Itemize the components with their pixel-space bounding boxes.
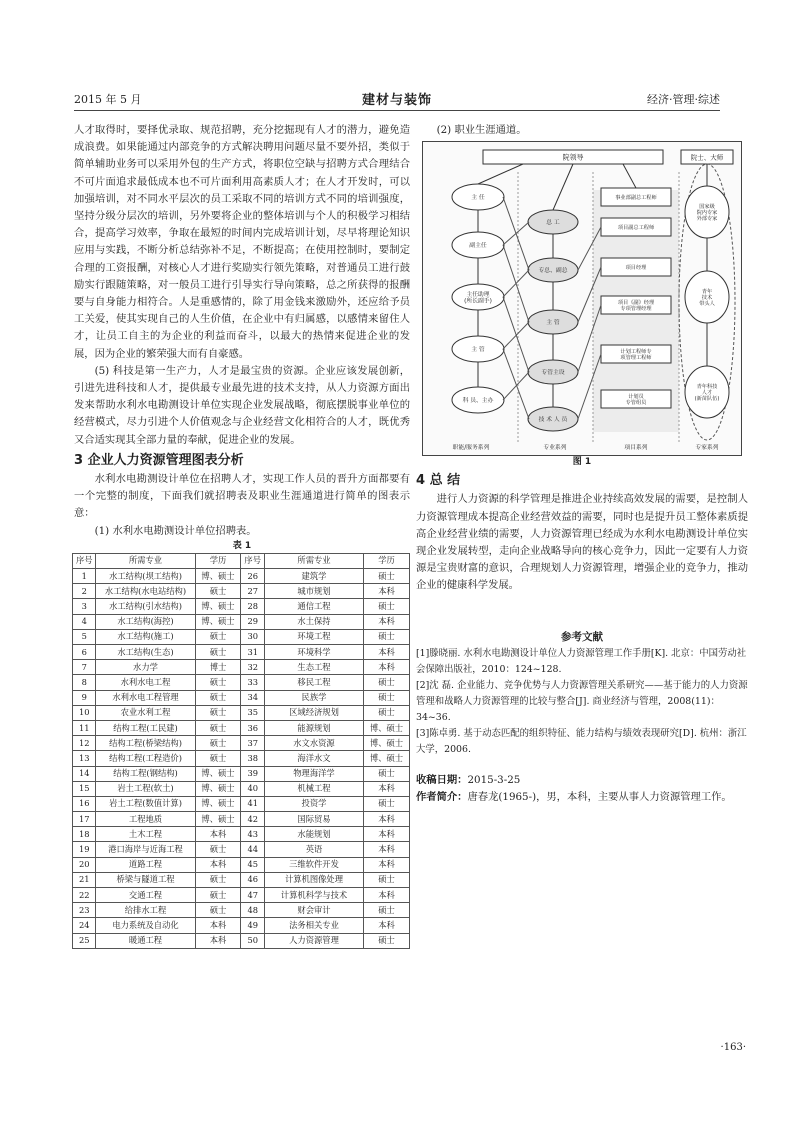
table-cell: 43 [241,827,264,842]
table-cell: 20 [73,857,96,872]
table-cell: 硕士 [195,675,241,690]
table-cell: 45 [241,857,264,872]
table-cell: 22 [73,888,96,903]
table-cell: 结构工程(桥梁结构) [96,736,195,751]
table-cell: 计算机科学与技术 [264,888,363,903]
table-cell: 水利水电工程 [96,675,195,690]
table-cell: 16 [73,796,96,811]
table-cell: 博、硕士 [195,614,241,629]
table-cell: 32 [241,660,264,675]
table-row [73,751,410,766]
expert-node-label: 国家级院内专家外部专家 [696,204,718,223]
right-column [416,122,748,806]
table-cell: 47 [241,888,264,903]
table-cell: 1 [73,569,96,584]
table-cell: 34 [241,690,264,705]
table-cell: 英语 [264,842,363,857]
table-cell: 本科 [195,918,241,933]
table-cell: 水力学 [96,660,195,675]
career-node-label: 主任助理(所长副手) [464,292,492,305]
table-cell: 给排水工程 [96,903,195,918]
table-cell: 结构工程(工程造价) [96,751,195,766]
table-cell: 海洋水文 [264,751,363,766]
table-row [73,903,410,918]
table-cell: 国际贸易 [264,812,363,827]
table-cell: 本科 [364,812,410,827]
table-cell: 本科 [364,584,410,599]
table-cell: 19 [73,842,96,857]
table-cell: 本科 [364,918,410,933]
table-cell: 硕士 [364,690,410,705]
received-label: 收稿日期： [416,773,468,786]
top-box-label: 院领导 [562,153,584,162]
project-node-label: 项目《副》经理专项管理经理 [617,300,655,313]
career-node-label: 专管主设 [541,370,565,377]
table-cell: 26 [241,569,264,584]
career-node-label: 科 员、主办 [462,398,494,405]
table-cell: 2 [73,584,96,599]
table-cell: 硕士 [195,629,241,644]
series-label: 专业系列 [543,445,567,452]
table-cell: 博、硕士 [195,796,241,811]
expert-node-label: 青年技术带头人 [699,289,715,308]
table-cell: 硕士 [364,705,410,720]
career-node-label: 副主任 [469,243,487,250]
table-cell: 环境工程 [264,629,363,644]
table-cell: 21 [73,872,96,887]
table-cell: 水工结构(水电站结构) [96,584,195,599]
table-cell: 7 [73,660,96,675]
table-cell: 生态工程 [264,660,363,675]
table-cell: 硕士 [195,584,241,599]
table-cell: 电力系统及自动化 [96,918,195,933]
table-cell: 本科 [364,660,410,675]
table-cell: 本科 [364,614,410,629]
table-header-cell: 序号 [73,553,96,568]
table-row [73,918,410,933]
table-cell: 硕士 [364,766,410,781]
table-cell: 水利水电工程管理 [96,690,195,705]
table-cell: 硕士 [364,599,410,614]
table-row [73,720,410,735]
table-body [73,569,410,949]
table-cell: 硕士 [364,796,410,811]
table-cell: 本科 [364,842,410,857]
series-label: 项目系列 [624,445,648,452]
table-cell: 17 [73,812,96,827]
body-paragraph: 人才取得时，要择优录取、规范招聘，充分挖掘现有人才的潜力，避免造成浪费。如果能通过内部竞争的方式解决聘用问题尽量不要外招，类似于简单辅助业务可以采用外包的生产方式，将职位空缺与招聘方式合理结合不可片面追求最低成本也不可片面利用高素质人才；在人才开发时，可以加强培训，对不同水平层次的员工采取不同的培训方式不同的培训强度，坚持分级分层次的培训，另外要将企业的整体培训与个人的积极学习相结合，提高学习效率，争取在最短的时间内完成培训计划，尽早将理论知识应用与实践，不断分析总结弥补不足，不断提高；在使用控制时，要制定合理的工资报酬，对核心人才进行奖励实行领先策略，对普通员工进行鼓励实行跟随策略，对一般员工进行引导实行导向策略，总之所获得的报酬要与自身能力相符合。人是重感情的，除了用金钱来激励外，还应给予员工关爱，使其实现自己的人生价值，在企业中有归属感，以感情来留住人才，让员工自主的为企业的利益而奋斗，以最大的热情来促进企业的发展，因为企业的繁荣强大而有自豪感。 [74,124,410,360]
table-row [73,933,410,948]
table-cell: 博、硕士 [195,569,241,584]
table-header-cell: 学历 [195,553,241,568]
table-cell: 33 [241,675,264,690]
table-cell: 暖通工程 [96,933,195,948]
table-cell: 硕士 [195,888,241,903]
table-cell: 水工结构(生态) [96,645,195,660]
table-cell: 道路工程 [96,857,195,872]
table-cell: 博、硕士 [364,751,410,766]
table-cell: 桥梁与隧道工程 [96,872,195,887]
figure-intro: (2) 职业生涯通道。 [436,124,527,136]
series-label: 职能/服务系列 [452,445,490,452]
table-cell: 本科 [364,888,410,903]
connector-line [503,245,529,322]
journal-title: 建材与装饰 [361,93,432,108]
table-cell: 6 [73,645,96,660]
career-path-diagram [423,142,741,455]
table-header-cell: 学历 [364,553,410,568]
table-cell: 8 [73,675,96,690]
table-cell: 区域经济规划 [264,705,363,720]
career-node-label: 技 术 人 员 [538,417,568,424]
table-cell: 城市规划 [264,584,363,599]
table-cell: 11 [73,720,96,735]
table-cell: 13 [73,751,96,766]
table-cell: 物理海洋学 [264,766,363,781]
connector-line [623,164,636,188]
table-cell: 土木工程 [96,827,195,842]
reference-item: [1]滕晓丽. 水利水电勘测设计单位人力资源管理工作手册[K]. 北京：中国劳动社会保障出版社，2010：124~128. [416,647,747,675]
table-cell: 42 [241,812,264,827]
table-cell: 31 [241,645,264,660]
section-heading: 3 企业人力资源管理图表分析 [74,452,244,468]
running-header [74,88,720,108]
table-cell: 10 [73,705,96,720]
table-cell: 硕士 [195,751,241,766]
table-cell: 人力资源管理 [264,933,363,948]
table-row [73,569,410,584]
table-cell: 水能规划 [264,827,363,842]
career-node-label: 主 任 [471,195,485,202]
table-cell: 49 [241,918,264,933]
table-row [73,675,410,690]
received-date [416,772,748,789]
received-value: 2015-3-25 [467,773,521,786]
table-cell: 36 [241,720,264,735]
table-row [73,690,410,705]
table-cell: 本科 [195,933,241,948]
career-node-label: 主 管 [546,320,560,327]
table-row [73,888,410,903]
table-cell: 12 [73,736,96,751]
table-cell: 硕士 [364,933,410,948]
project-node-label: 事业部副总工程师 [615,195,657,202]
series-label: 专家系列 [695,445,719,452]
table-cell: 本科 [195,827,241,842]
table-cell: 水工结构(海控) [96,614,195,629]
table-row [73,599,410,614]
references-list [416,646,748,758]
table-cell: 18 [73,827,96,842]
table-cell: 48 [241,903,264,918]
table-cell: 硕士 [195,720,241,735]
table-row [73,796,410,811]
table-cell: 本科 [364,645,410,660]
table-cell: 移民工程 [264,675,363,690]
project-node-label: 计划员专管组员 [625,394,647,407]
top-right-box-label: 院士、大师 [690,153,724,162]
table-cell: 水工结构(施工) [96,629,195,644]
figure-caption: 图 1 [572,457,592,468]
table-cell: 硕士 [195,736,241,751]
table-cell: 水土保持 [264,614,363,629]
page-number: ·163· [720,1042,746,1053]
table-cell: 23 [73,903,96,918]
table-cell: 30 [241,629,264,644]
table-cell: 41 [241,796,264,811]
table-cell: 计算机图像处理 [264,872,363,887]
table-row [73,645,410,660]
table-cell: 硕士 [195,645,241,660]
table-row [73,584,410,599]
table-cell: 环境科学 [264,645,363,660]
table-cell: 港口海岸与近海工程 [96,842,195,857]
table-row [73,629,410,644]
table-cell: 25 [73,933,96,948]
table-cell: 37 [241,736,264,751]
table-cell: 法务相关专业 [264,918,363,933]
career-node-label: 总 工 [546,220,560,227]
project-node-label: 项目经理 [625,265,647,272]
author-bio [416,789,748,806]
table-cell: 9 [73,690,96,705]
table-cell: 通信工程 [264,599,363,614]
table-cell: 46 [241,872,264,887]
table-caption: 表 1 [232,540,252,551]
table-row [73,736,410,751]
table-cell: 水文水资源 [264,736,363,751]
left-column [74,122,410,949]
table-cell: 本科 [195,857,241,872]
connector-line [553,164,573,210]
table-cell: 硕士 [195,690,241,705]
header-rule [74,110,720,111]
table-cell: 硕士 [195,903,241,918]
body-paragraph: 进行人力资源的科学管理是推进企业持续高效发展的需要，是控制人力资源管理成本提高企业经营效益的需要，同时也是提升员工整体素质提高企业经营业绩的需要，人力资源管理已经成为水利水电勘测设计单位实现企业发展转型，走向企业战略导向的核心竞争力，因此一定要有人力资源是宝贵财富的意识，合理规划人力资源管理，增强企业的竞争力，推动企业的健康科学发展。 [416,493,748,592]
body-paragraph: (5) 科技是第一生产力，人才是最宝贵的资源。企业应该发展创新，引进先进科技和人才，提供最专业最先进的技术支持，从人力资源方面出发来帮助水利水电勘测设计单位实现企业发展战略，彻底摆脱事业单位的经营模式，尽力引进个人价值观念与企业经营文化相符合的人才，既优秀又合适实现其全部力量的奉献，促进企业的发展。 [74,364,410,446]
table-cell: 结构工程(工民建) [96,720,195,735]
project-node-label: 计划工程师专项管理工程师 [620,349,652,362]
table-cell: 硕士 [364,629,410,644]
table-header-cell: 所需专业 [96,553,195,568]
project-node-label: 项目副总工程师 [617,225,655,232]
table-row [73,857,410,872]
recruitment-table [72,553,410,949]
table-cell: 博、硕士 [195,599,241,614]
table-cell: 博、硕士 [195,812,241,827]
table-cell: 工程地质 [96,812,195,827]
table-cell: 水工结构(引水结构) [96,599,195,614]
author-label: 作者简介： [416,790,468,803]
section-heading: 4 总 结 [416,473,461,489]
reference-item: [2]沈 磊. 企业能力、竞争优势与人力资源管理关系研究——基于能力的人力资源管理和战略人力资源管理的比较与整合[J]. 商业经济与管理，2008(11)：34~36. [416,679,748,723]
table-cell: 投资学 [264,796,363,811]
table-row [73,705,410,720]
career-node-label: 主 管 [471,347,485,354]
table-cell: 4 [73,614,96,629]
table-cell: 农业水利工程 [96,705,195,720]
header-date: 2015 年 5 月 [74,93,142,106]
table-cell: 29 [241,614,264,629]
table-cell: 5 [73,629,96,644]
table-cell: 硕士 [364,903,410,918]
table-cell: 本科 [364,857,410,872]
table-cell: 硕士 [364,675,410,690]
table-cell: 三维软件开发 [264,857,363,872]
table-cell: 能源规划 [264,720,363,735]
career-node-label: 专总、副总 [538,268,568,275]
table-row [73,872,410,887]
table-row [73,766,410,781]
table-cell: 财会审计 [264,903,363,918]
table-cell: 40 [241,781,264,796]
table-row [73,660,410,675]
table-cell: 硕士 [195,705,241,720]
table-cell: 博、硕士 [364,720,410,735]
table-row [73,781,410,796]
table-cell: 博、硕士 [364,736,410,751]
table-cell: 24 [73,918,96,933]
table-cell: 15 [73,781,96,796]
table-row [73,614,410,629]
table-cell: 14 [73,766,96,781]
table-cell: 机械工程 [264,781,363,796]
table-intro: (1) 水利水电勘测设计单位招聘表。 [94,524,257,537]
table-cell: 结构工程(钢结构) [96,766,195,781]
body-paragraph: 水利水电勘测设计单位在招聘人才，实现工作人员的晋升方面都要有一个完整的制度，下面我们就招聘表及职业生涯通道进行简单的图表示意： [74,473,410,520]
references-heading: 参考文献 [561,630,603,643]
table-header-cell: 所需专业 [264,553,363,568]
table-cell: 岩土工程(软土) [96,781,195,796]
table-cell: 28 [241,599,264,614]
table-cell: 3 [73,599,96,614]
table-cell: 博士 [195,660,241,675]
table-cell: 交通工程 [96,888,195,903]
author-value: 唐春龙(1965-)，男，本科，主要从事人力资源管理工作。 [467,790,732,803]
table-header-row [73,553,410,568]
table-cell: 硕士 [364,872,410,887]
table-cell: 38 [241,751,264,766]
table-cell: 50 [241,933,264,948]
header-section: 经济·管理·综述 [647,93,720,106]
table-cell: 岩土工程(数值计算) [96,796,195,811]
table-row [73,842,410,857]
connector-line [503,372,529,400]
table-cell: 本科 [364,827,410,842]
connector-line [503,197,529,270]
table-cell: 44 [241,842,264,857]
table-cell: 水工结构(坝工结构) [96,569,195,584]
table-cell: 35 [241,705,264,720]
table-row [73,812,410,827]
table-cell: 硕士 [364,569,410,584]
table-row [73,827,410,842]
table-cell: 硕士 [195,842,241,857]
table-cell: 建筑学 [264,569,363,584]
connector-line [478,164,523,184]
reference-item: [3]陈卓勇. 基于动态匹配的组织特征、能力结构与绩效表现研究[D]. 杭州：浙江大学，2006. [416,727,747,755]
career-path-figure [422,141,742,456]
table-cell: 27 [241,584,264,599]
table-cell: 硕士 [195,872,241,887]
table-cell: 本科 [364,781,410,796]
table-cell: 民族学 [264,690,363,705]
table-cell: 博、硕士 [195,766,241,781]
expert-node-label: 青年科技人才(新苗队伍) [694,384,720,403]
table-cell: 39 [241,766,264,781]
table-header-cell: 序号 [241,553,264,568]
table-cell: 博、硕士 [195,781,241,796]
